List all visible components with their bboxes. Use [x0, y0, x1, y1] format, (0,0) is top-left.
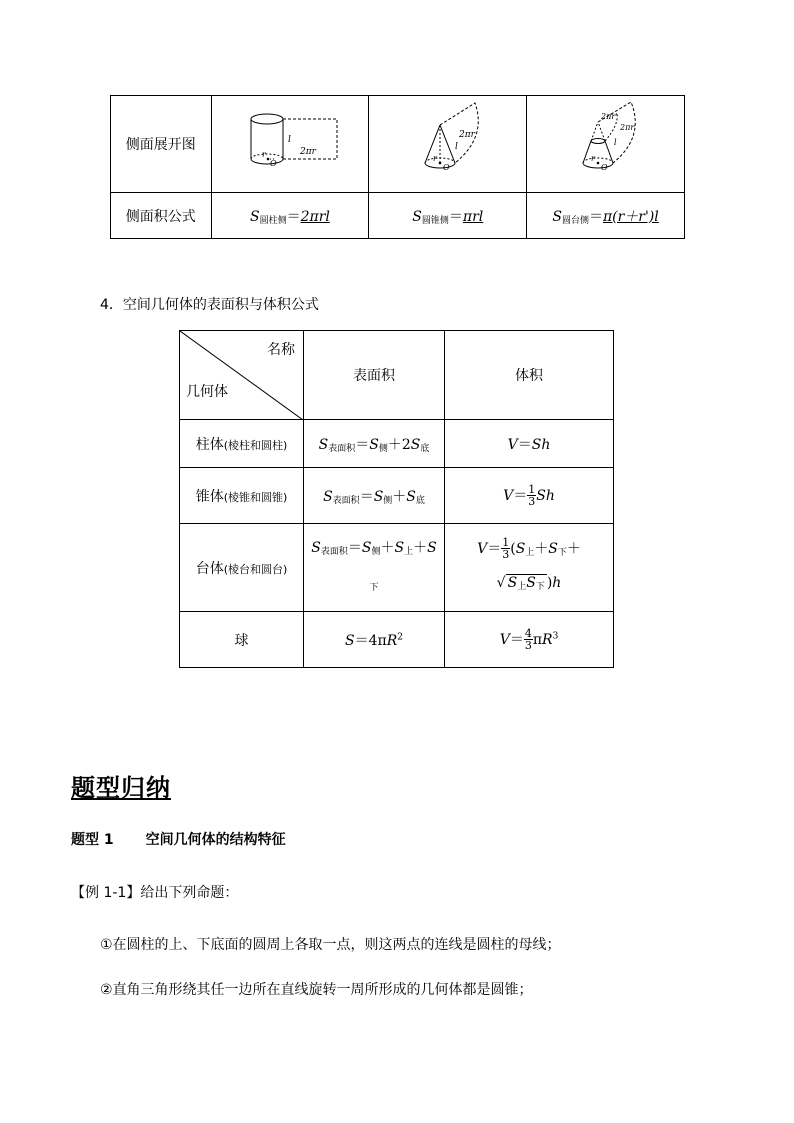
frustum-unfold-svg — [531, 97, 681, 187]
cyl-2pir-label: 2πr — [299, 147, 316, 157]
cone-S: S — [412, 208, 422, 225]
table-row — [180, 612, 614, 668]
frustum-unfold-diagram — [527, 96, 685, 193]
r3-sub-top: 上 — [404, 546, 414, 557]
cone-unfold-svg — [373, 97, 523, 187]
r3-paren: (棱台和圆台) — [223, 562, 288, 576]
r3-sub-bottom: 下 — [369, 582, 379, 593]
frus-r-label: r — [590, 154, 595, 163]
r3-name: 台体 — [195, 560, 224, 577]
table-row — [180, 524, 614, 612]
r1-sub-base: 底 — [420, 443, 430, 454]
cone-l-label: l — [454, 142, 458, 152]
r3-frac-den: 3 — [502, 548, 510, 561]
row-name-frustum — [180, 524, 304, 612]
row-name-prism — [180, 420, 304, 468]
volume-sphere: V＝ $\frac{4}{3}$ $\pi R^3$ — [445, 612, 614, 668]
proposition-2: ②直角三角形绕其任一边所在直线旋转一周所形成的几何体都是圆锥； — [100, 982, 533, 998]
section-big-title: 题型归纳 — [71, 774, 171, 802]
cone-unfold-diagram — [369, 96, 527, 193]
header-volume: 体积 — [445, 331, 614, 420]
frus-l-label: l — [613, 138, 617, 147]
section-4-heading: 4．空间几何体的表面积与体积公式 — [100, 297, 319, 313]
r2-paren: (棱锥和圆锥) — [223, 490, 288, 504]
cone-2pir-label: 2πr — [458, 130, 475, 140]
r3-sub-surface: 表面积 — [320, 546, 348, 557]
r3-sqrt-sub-bottom: 下 — [535, 581, 545, 592]
corner-cell — [180, 331, 304, 420]
volume-frustum: V＝ $\frac{1}{3}$ ($S_上+S_下+$ √ $S_上S_下$ )h — [445, 524, 614, 612]
row-label-formula: 侧面积公式 — [111, 193, 212, 239]
r3-v-sub-top: 上 — [525, 547, 535, 558]
cyl-eq: ＝ — [286, 208, 301, 225]
row-name-pyramid — [180, 468, 304, 524]
r2-frac-den: 3 — [528, 495, 536, 508]
volume-pyramid: V＝ $\frac{1}{3}$ Sh — [445, 468, 614, 524]
r1-sub-side: 侧 — [378, 443, 388, 454]
r4-frac-den: 3 — [524, 639, 532, 652]
type-label: 题型 1 — [71, 832, 114, 848]
cylinder-unfold-svg — [215, 97, 365, 187]
cylinder-unfold-diagram — [211, 96, 369, 193]
frus-2pir2-label: 2πr — [619, 123, 634, 132]
volume-prism: V＝Sh — [445, 420, 614, 468]
surface-prism: $S_{表面积}=S_侧+2S_底$ — [304, 420, 445, 468]
r4-frac-num: 4 — [524, 627, 532, 640]
cone-r-label: r — [432, 154, 437, 163]
r1-paren: (棱柱和圆柱) — [223, 438, 288, 452]
corner-bottom-label: 几何体 — [186, 384, 228, 400]
lateral-surface-table — [110, 95, 685, 239]
r3-sub-side: 侧 — [371, 546, 381, 557]
frus-o-label: O — [600, 163, 608, 172]
frustum-formula — [527, 193, 685, 239]
frus-rhs: π(r＋r')l — [602, 208, 659, 225]
corner-top-label: 名称 — [267, 342, 295, 358]
r2-sub-side: 侧 — [383, 495, 393, 506]
cyl-r-label: r — [261, 150, 266, 159]
type-title: 空间几何体的结构特征 — [145, 832, 286, 848]
cone-o-label: O — [442, 163, 450, 172]
row-label-unfolded: 侧面展开图 — [111, 96, 212, 193]
type-heading — [71, 829, 286, 849]
table-row — [180, 468, 614, 524]
cylinder-formula — [211, 193, 369, 239]
example-line — [71, 882, 238, 902]
proposition-1: ①在圆柱的上、下底面的圆周上各取一点，则这两点的连线是圆柱的母线； — [100, 937, 561, 953]
table-row — [180, 420, 614, 468]
cone-eq: ＝ — [448, 208, 463, 225]
cone-formula — [369, 193, 527, 239]
surface-frustum: $S_{表面积}=S_侧+S_上+S$ 下 — [304, 524, 445, 612]
cyl-l-label: l — [287, 135, 291, 145]
cyl-S: S — [250, 208, 260, 225]
header-surface: 表面积 — [304, 331, 445, 420]
r1-sub-surface: 表面积 — [328, 443, 356, 454]
cone-sub: 圆锥侧 — [421, 215, 449, 226]
surface-sphere: $S=4\pi R^2$ — [304, 612, 445, 668]
r2-sub-surface: 表面积 — [332, 495, 360, 506]
r1-name: 柱体 — [195, 436, 224, 453]
r3-v-sub-bottom: 下 — [557, 547, 567, 558]
frus-sub: 圆台侧 — [561, 215, 589, 226]
surface-volume-table — [179, 330, 614, 668]
r2-frac-num: 1 — [528, 483, 536, 496]
cyl-rhs: 2πrl — [300, 208, 330, 225]
example-text: 给出下列命题： — [140, 885, 239, 901]
cyl-o-label: O — [269, 159, 277, 168]
row-name-sphere: 球 — [180, 612, 304, 668]
frus-2pir1-label: 2πr' — [600, 112, 617, 121]
frus-eq: ＝ — [588, 208, 603, 225]
frus-S: S — [552, 208, 562, 225]
example-tag: 【例 1-1】 — [71, 885, 141, 901]
cyl-sub: 圆柱侧 — [259, 215, 287, 226]
surface-pyramid: $S_{表面积}=S_侧+S_底$ — [304, 468, 445, 524]
r3-sqrt-sub-top: 上 — [517, 581, 527, 592]
r3-frac-num: 1 — [502, 536, 510, 549]
r2-sub-base: 底 — [415, 495, 425, 506]
cone-rhs: πrl — [462, 208, 484, 225]
r2-name: 锥体 — [195, 488, 224, 505]
